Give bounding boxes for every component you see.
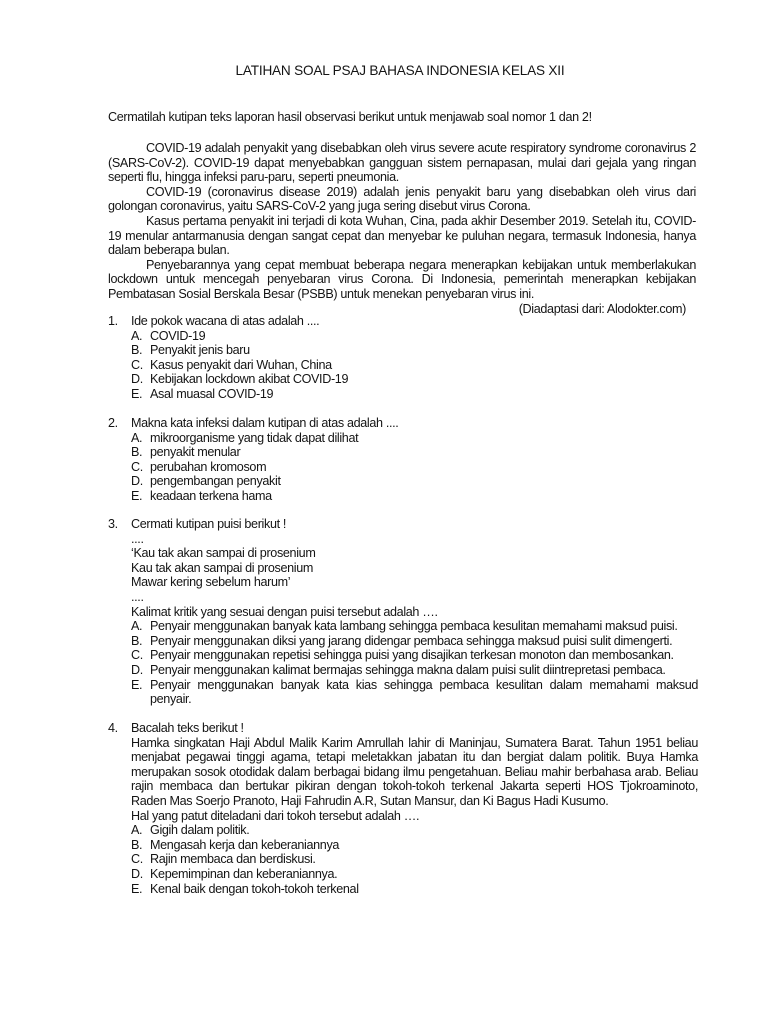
option-letter: E. [131,386,143,401]
question-1 [108,314,698,402]
option-text: Kebijakan lockdown akibat COVID-19 [150,372,349,387]
option-list [131,619,698,707]
option-text: Asal muasal COVID-19 [150,386,274,401]
question-prompt: Hal yang patut diteladani dari tokoh tersebut adalah …. [131,808,420,823]
option-text: Penyair menggunakan banyak kata lambang sehingga pembaca kesulitan memahami maksud puisi. [150,619,678,634]
option-list [131,329,698,402]
option-text: Mengasah kerja dan keberaniannya [150,837,340,852]
option-text: Kepemimpinan dan keberaniannya. [150,866,338,881]
option-text: Kenal baik dengan tokoh-tokoh terkenal [150,881,359,896]
option-item [131,329,698,344]
option-letter: D. [131,866,143,881]
question-prompt: Kalimat kritik yang sesuai dengan puisi tersebut adalah …. [131,604,438,619]
option-letter: E. [131,488,143,503]
option-item [131,489,698,504]
poem-line: Mawar kering sebelum harum’ [131,575,291,590]
option-item [131,634,698,649]
option-letter: C. [131,852,143,867]
option-letter: B. [131,837,143,852]
option-letter: C. [131,459,143,474]
option-item [131,823,698,838]
option-item [131,343,698,358]
option-text: Penyair menggunakan kalimat bermajas sehingga makna dalam puisi sulit diintrepretasi pembaca. [150,662,666,677]
option-item [131,678,698,707]
option-text: penyakit menular [150,445,241,460]
option-item [131,852,698,867]
option-item [131,387,698,402]
option-letter: C. [131,357,143,372]
passage-paragraph: COVID-19 (coronavirus disease 2019) adalah jenis penyakit baru yang disebabkan oleh virus dari golongan coronavirus, yaitu SARS-CoV-2 yang juga sering disebut virus Corona. [108,184,696,214]
option-list [131,823,698,896]
instruction-text: Cermatilah kutipan teks laporan hasil observasi berikut untuk menjawab soal nomor 1 dan 2! [108,110,592,124]
option-text: perubahan kromosom [150,459,267,474]
option-letter: D. [131,372,143,387]
option-text: Penyakit jenis baru [150,343,250,358]
option-text: Kasus penyakit dari Wuhan, China [150,357,332,372]
option-text: Penyair menggunakan repetisi sehingga puisi yang disajikan terkesan monoton dan membosankan. [150,648,674,663]
question-number: 1. [108,314,118,328]
option-letter: B. [131,633,143,648]
option-letter: B. [131,445,143,460]
page-title: LATIHAN SOAL PSAJ BAHASA INDONESIA KELAS XII [235,63,565,78]
option-letter: A. [131,328,143,343]
option-item [131,882,698,897]
option-text: COVID-19 [150,328,206,343]
option-item [131,431,698,446]
option-text: Penyair menggunakan diksi yang jarang didengar pembaca sehingga maksud puisi sulit dimengerti. [150,633,673,648]
option-text: Gigih dalam politik. [150,823,250,838]
question-3 [108,517,698,707]
question-stem: Cermati kutipan puisi berikut ! [131,517,287,531]
option-letter: E. [131,677,143,692]
option-text: pengembangan penyakit [150,474,281,489]
option-item [131,838,698,853]
option-letter: D. [131,474,143,489]
question-stem: Bacalah teks berikut ! [131,721,244,735]
option-text: keadaan terkena hama [150,488,272,503]
poem-line: .... [131,589,144,604]
question-stem: Ide pokok wacana di atas adalah .... [131,314,320,328]
option-item [131,867,698,882]
option-letter: E. [131,881,143,896]
question-stem: Makna kata infeksi dalam kutipan di atas adalah .... [131,416,399,430]
option-list [131,431,698,504]
reading-text: Hamka singkatan Haji Abdul Malik Karim Amrullah lahir di Maninjau, Sumatera Barat. Tahun 1951 beliau menjabat pegawai tinggi agama, tetapi meletakkan jabatan itu dan bergiat dalam politik. Buya Hamka merupakan sosok otodidak dalam berbagai bidang ilmu pengetahuan. Beliau mahir berbahasa arab. Beliau rajin membaca dan bertukar pikiran dengan tokoh-tokoh terkenal Jakarta seperti HOS Tjokroaminoto, Raden Mas Soerjo Pranoto, Haji Fahrudin A.R, Sutan Mansur, dan Ki Bagus Hadi Kusumo. [131,735,698,808]
option-text: Penyair menggunakan banyak kata kias sehingga pembaca kesulitan dalam memahami maksud penyair. [150,677,698,707]
question-content [131,721,698,823]
question-number: 4. [108,721,118,735]
passage-paragraph: Penyebarannya yang cepat membuat beberapa negara menerapkan kebijakan untuk memberlakukan lockdown untuk mencegah penyebaran virus Corona. Di Indonesia, pemerintah menerapkan kebijakan Pembatasan Sosial Berskala Besar (PSBB) untuk menekan penyebaran virus ini. [108,257,696,301]
observation-passage [108,141,696,316]
option-text: mikroorganisme yang tidak dapat dilihat [150,430,359,445]
passage-paragraph: Kasus pertama penyakit ini terjadi di kota Wuhan, Cina, pada akhir Desember 2019. Setelah itu, COVID-19 menular antarmanusia dengan sangat cepat dan menyebar ke puluhan negara, termasuk Indonesia, hanya dalam beberapa bulan. [108,213,696,258]
option-item [131,358,698,373]
question-number: 3. [108,517,118,531]
option-item [131,619,698,634]
option-item [131,663,698,678]
passage-source: (Diadaptasi dari: Alodokter.com) [518,301,686,316]
option-letter: A. [131,619,143,634]
option-text: Rajin membaca dan berdiskusi. [150,852,316,867]
option-item [131,445,698,460]
question-2 [108,416,698,504]
option-letter: D. [131,662,143,677]
option-item [131,372,698,387]
option-item [131,460,698,475]
question-4 [108,721,698,896]
option-item [131,474,698,489]
question-number: 2. [108,416,118,430]
option-letter: A. [131,823,143,838]
passage-paragraph: COVID-19 adalah penyakit yang disebabkan oleh virus severe acute respiratory syndrome coronavirus 2 (SARS-CoV-2). COVID-19 dapat menyebabkan gangguan sistem pernapasan, mulai dari gejala yang ringan seperti flu, hingga infeksi paru-paru, seperti pneumonia. [108,141,696,185]
option-letter: C. [131,648,143,663]
poem-line: ‘Kau tak akan sampai di prosenium [131,546,316,561]
option-item [131,648,698,663]
poem-line: .... [131,531,144,546]
poem-line: Kau tak akan sampai di prosenium [131,560,314,575]
question-content [131,517,698,619]
option-letter: B. [131,343,143,358]
option-letter: A. [131,430,143,445]
